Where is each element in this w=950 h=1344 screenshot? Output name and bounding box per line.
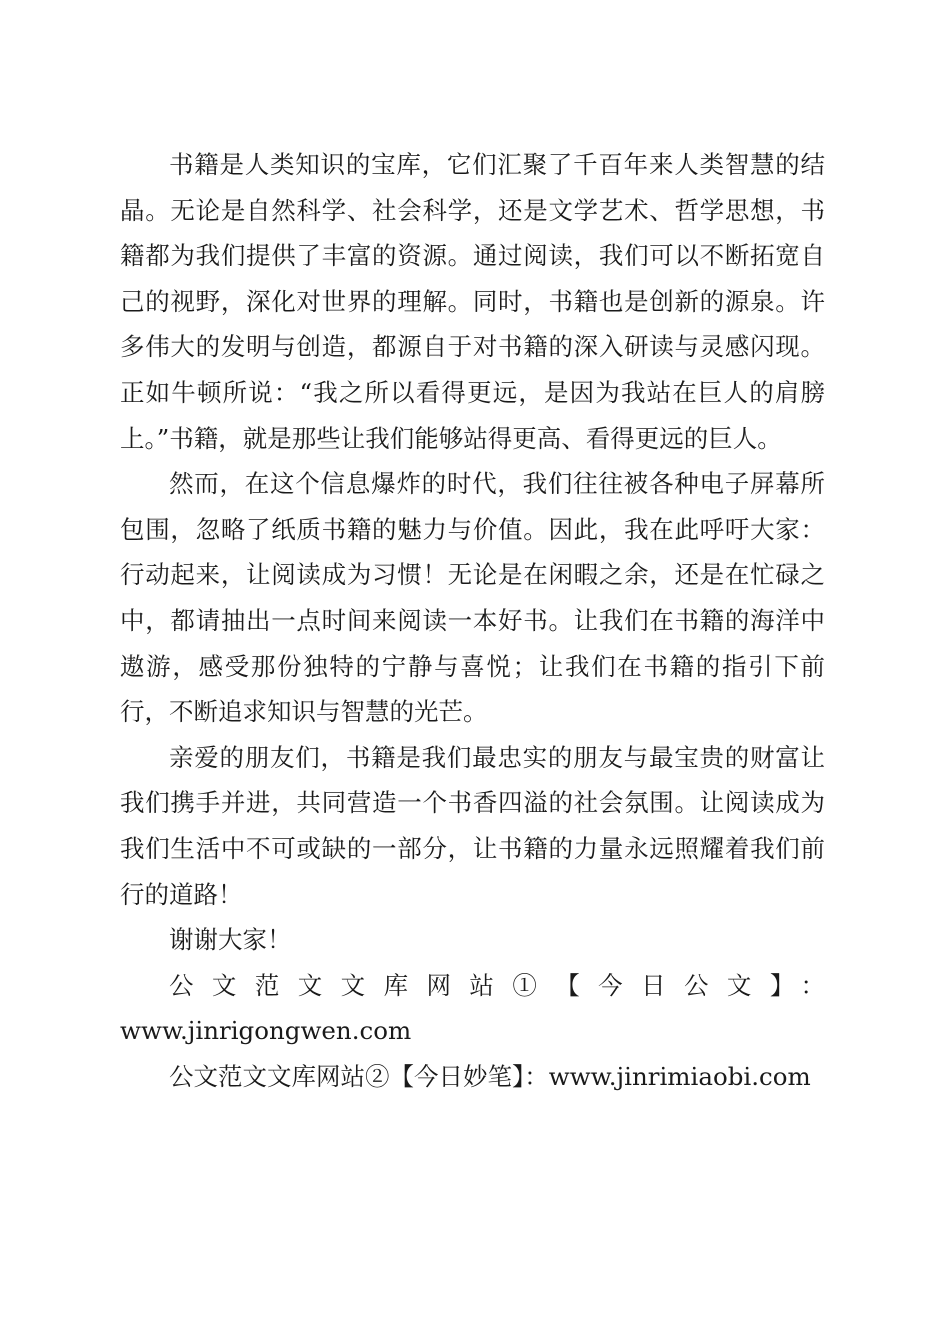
paragraph-1-line-1: 书籍是人类知识的宝库，它们汇聚了千百年来人类智慧的 xyxy=(169,150,801,179)
paragraph-1-line-6: 感闪现。正如牛顿所说：“我之所以看得更远，是因为我站在 xyxy=(120,332,826,407)
closing-thanks-line: 谢谢大家！ xyxy=(169,925,292,955)
paragraph-3 xyxy=(120,735,825,917)
paragraph-3-line-4: 我们前行的道路！ xyxy=(120,833,826,909)
paragraph-3-line-2: 让我们携手并进，共同营造一个书香四溢的社会氛围。让阅读 xyxy=(120,742,825,818)
footer-site2: 公文范文文库网站②【今日妙笔】：www.jinrimiaobi.com xyxy=(169,1061,811,1091)
footer-site1-label: 公文范文文库网站①【今日公文】： xyxy=(169,970,825,1000)
document-page xyxy=(120,142,825,1099)
paragraph-2 xyxy=(120,461,825,735)
paragraph-2-line-4: 忙碌之中，都请抽出一点时间来阅读一本好书。让我们在书籍 xyxy=(120,560,826,635)
paragraph-2-line-3: 家：行动起来，让阅读成为习惯！无论是在闲暇之余，还是在 xyxy=(120,514,826,590)
paragraph-1-line-5: 泉。许多伟大的发明与创造，都源自于对书籍的深入研读与灵 xyxy=(120,286,826,362)
closing-thanks xyxy=(120,917,825,963)
paragraph-2-line-1: 然而，在这个信息爆炸的时代，我们往往被各种电子屏幕 xyxy=(169,469,801,499)
paragraph-1-line-4: 宽自己的视野，深化对世界的理解。同时，书籍也是创新的源 xyxy=(120,241,826,316)
paragraph-3-line-3: 成为我们生活中不可或缺的一部分，让书籍的力量永远照耀着 xyxy=(120,788,826,863)
paragraph-3-line-1: 亲爱的朋友们，书籍是我们最忠实的朋友与最宝贵的财富 xyxy=(169,742,801,772)
paragraph-1-line-3: 书籍都为我们提供了丰富的资源。通过阅读，我们可以不断拓 xyxy=(120,195,825,271)
paragraph-1-line-2: 结晶。无论是自然科学、社会科学，还是文学艺术、哲学思想， xyxy=(120,150,825,225)
paragraph-1 xyxy=(120,142,825,461)
footer-site1-url: www.jinrigongwen.com xyxy=(120,1016,412,1046)
paragraph-2-line-2: 所包围，忽略了纸质书籍的魅力与价值。因此，我在此呼吁大 xyxy=(120,469,825,544)
paragraph-2-line-6: 指引下前行，不断追求知识与智慧的光芒。 xyxy=(120,651,826,727)
paragraph-1-line-8: 更远的巨人。 xyxy=(634,423,782,453)
paragraph-1-line-7: 巨人的肩膀上。”书籍，就是那些让我们能够站得更高、看得 xyxy=(120,377,825,453)
paragraph-2-line-5: 的海洋中遨游，感受那份独特的宁静与喜悦；让我们在书籍的 xyxy=(120,605,826,681)
